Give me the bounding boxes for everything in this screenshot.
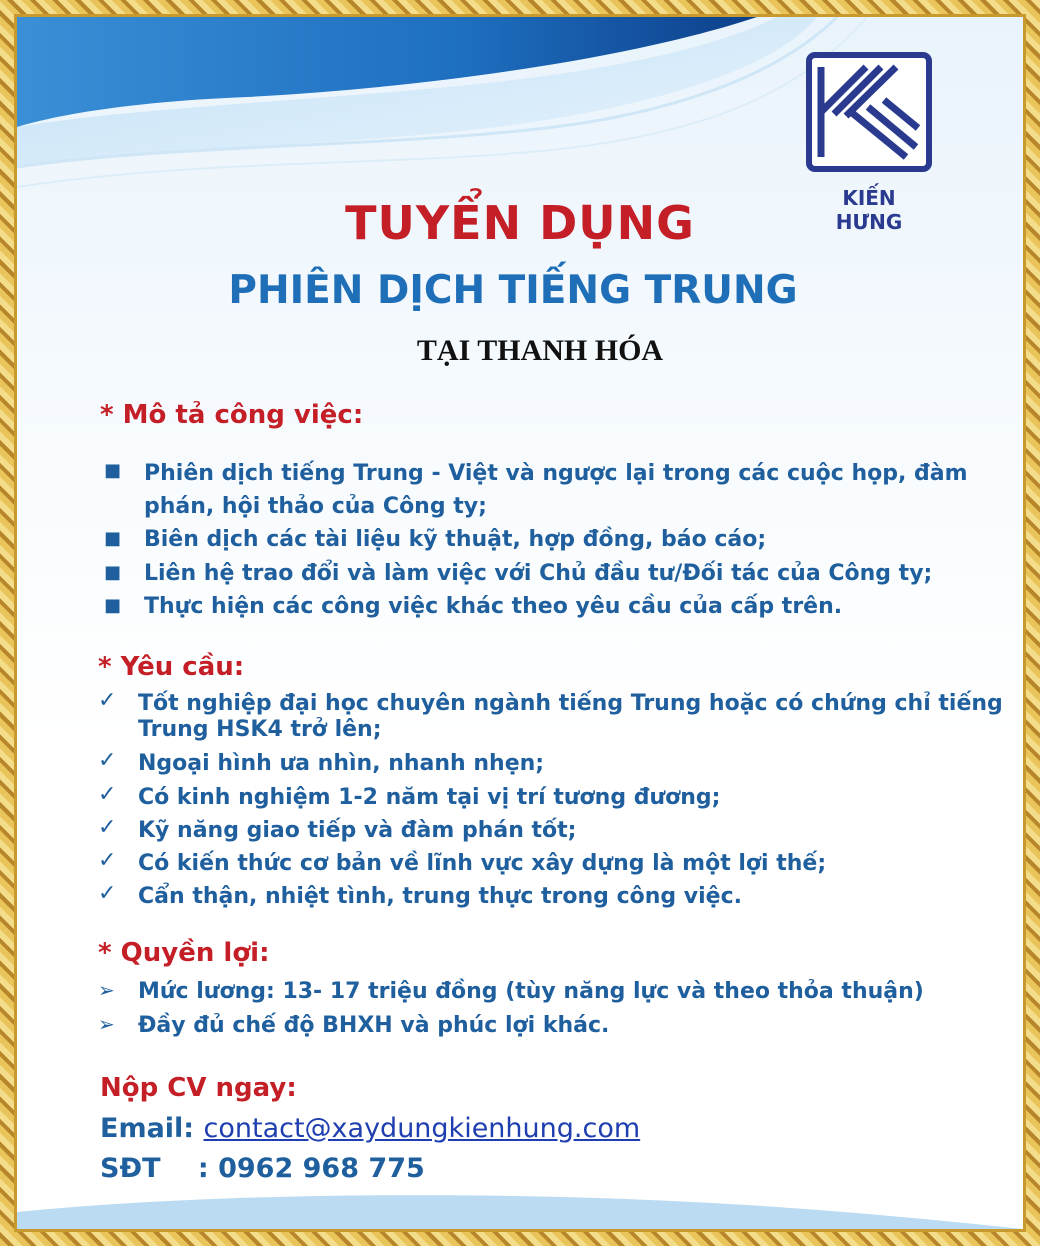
phone-label: SĐT: [100, 1153, 161, 1184]
checkmark-icon: ✓: [98, 848, 117, 873]
kien-hung-logo-icon: [806, 52, 932, 172]
list-item: Trung HSK4 trở lên;: [138, 717, 382, 742]
position-title: PHIÊN DỊCH TIẾNG TRUNG: [228, 268, 798, 313]
list-item: Phiên dịch tiếng Trung - Việt và ngược lại trong các cuộc họp, đàm: [144, 461, 968, 486]
list-item: Kỹ năng giao tiếp và đàm phán tốt;: [138, 818, 577, 843]
phone-row: [100, 1153, 425, 1184]
list-item: Đầy đủ chế độ BHXH và phúc lợi khác.: [138, 1013, 610, 1038]
list-item: Có kinh nghiệm 1-2 năm tại vị trí tương đương;: [138, 785, 721, 810]
list-item: phán, hội thảo của Công ty;: [144, 494, 487, 519]
checkmark-icon: ✓: [98, 748, 117, 773]
list-item: Ngoại hình ưa nhìn, nhanh nhẹn;: [138, 751, 545, 776]
email-link[interactable]: contact@xaydungkienhung.com: [203, 1113, 641, 1144]
logo-text: KIẾN HƯNG: [835, 186, 903, 234]
checkmark-icon: ✓: [98, 881, 117, 906]
phone-number: : 0962 968 775: [197, 1153, 425, 1184]
square-bullet-icon: ■: [104, 460, 122, 481]
checkmark-icon: ✓: [98, 815, 117, 840]
email-label: Email:: [100, 1113, 195, 1144]
list-item: Có kiến thức cơ bản về lĩnh vực xây dựng là một lợi thế;: [138, 851, 827, 876]
square-bullet-icon: ■: [104, 528, 122, 549]
benefits-heading: * Quyền lợi:: [98, 938, 270, 968]
list-item: Tốt nghiệp đại học chuyên ngành tiếng Trung hoặc có chứng chỉ tiếng: [138, 691, 1003, 716]
arrow-bullet-icon: ➢: [98, 1012, 115, 1036]
main-title: TUYỂN DỤNG: [345, 196, 695, 250]
checkmark-icon: ✓: [98, 782, 117, 807]
location-title: TẠI THANH HÓA: [416, 334, 664, 367]
list-item: Biên dịch các tài liệu kỹ thuật, hợp đồng, báo cáo;: [144, 527, 767, 552]
square-bullet-icon: ■: [104, 595, 122, 616]
apply-heading: Nộp CV ngay:: [100, 1073, 297, 1103]
list-item: Mức lương: 13- 17 triệu đồng (tùy năng lực và theo thỏa thuận): [138, 979, 924, 1004]
list-item: Cẩn thận, nhiệt tình, trung thực trong công việc.: [138, 884, 742, 909]
square-bullet-icon: ■: [104, 562, 122, 583]
description-heading: * Mô tả công việc:: [100, 400, 364, 430]
requirements-heading: * Yêu cầu:: [98, 652, 245, 682]
checkmark-icon: ✓: [98, 688, 117, 713]
list-item: Thực hiện các công việc khác theo yêu cầu của cấp trên.: [144, 594, 843, 619]
list-item: Liên hệ trao đổi và làm việc với Chủ đầu tư/Đối tác của Công ty;: [144, 561, 933, 586]
arrow-bullet-icon: ➢: [98, 978, 115, 1002]
email-row: [100, 1113, 640, 1144]
